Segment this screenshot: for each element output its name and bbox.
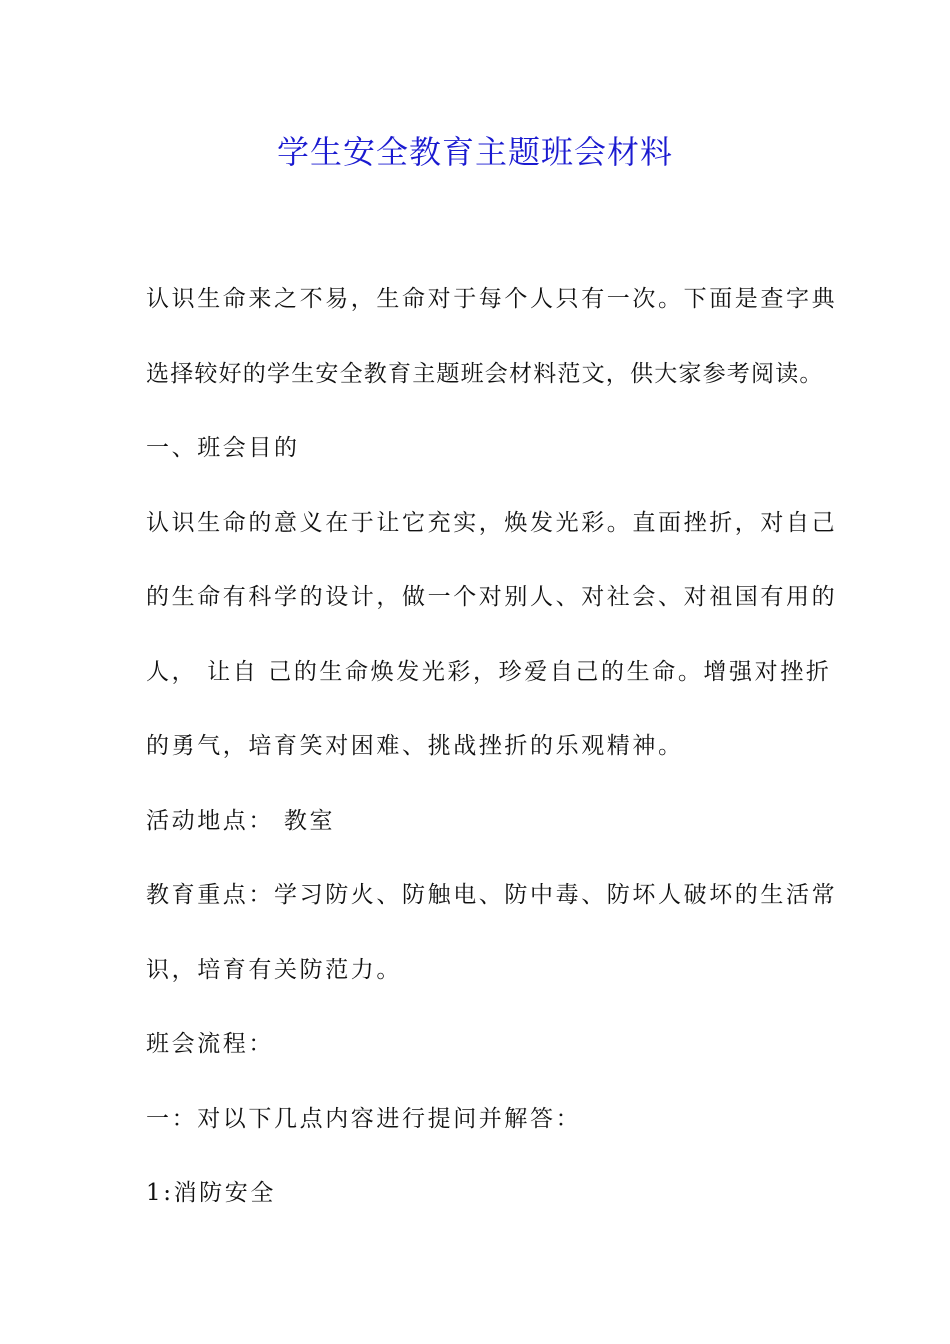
paragraph-line: 认识生命的意义在于让它充实，焕发光彩。直面挫折，对自己 xyxy=(146,509,838,536)
paragraph-line: 的生命有科学的设计，做一个对别人、对社会、对祖国有用的 xyxy=(146,584,838,610)
list-item: 1:消防安全 xyxy=(146,1180,276,1206)
section-heading: 一、班会目的 xyxy=(146,435,300,461)
paragraph-line: 认识生命来之不易，生命对于每个人只有一次。下面是查字典 xyxy=(146,286,838,312)
paragraph-line: 人， 让自 己的生命焕发光彩，珍爱自己的生命。增强对挫折 xyxy=(146,658,832,685)
document-body xyxy=(146,262,838,1231)
activity-location-line: 活动地点： 教室 xyxy=(146,807,336,834)
document-title: 学生安全教育主题班会材料 xyxy=(276,133,673,171)
section-heading: 班会流程： xyxy=(146,1031,274,1057)
paragraph-line: 一：对以下几点内容进行提问并解答： xyxy=(146,1105,582,1132)
paragraph-line: 识，培育有关防范力。 xyxy=(146,956,402,983)
paragraph-line: 教育重点：学习防火、防触电、防中毒、防坏人破坏的生活常 xyxy=(146,882,838,908)
paragraph-line: 的勇气，培育笑对困难、挑战挫折的乐观精神。 xyxy=(146,733,684,759)
paragraph-line: 选择较好的学生安全教育主题班会材料范文，供大家参考阅读。 xyxy=(146,360,824,387)
